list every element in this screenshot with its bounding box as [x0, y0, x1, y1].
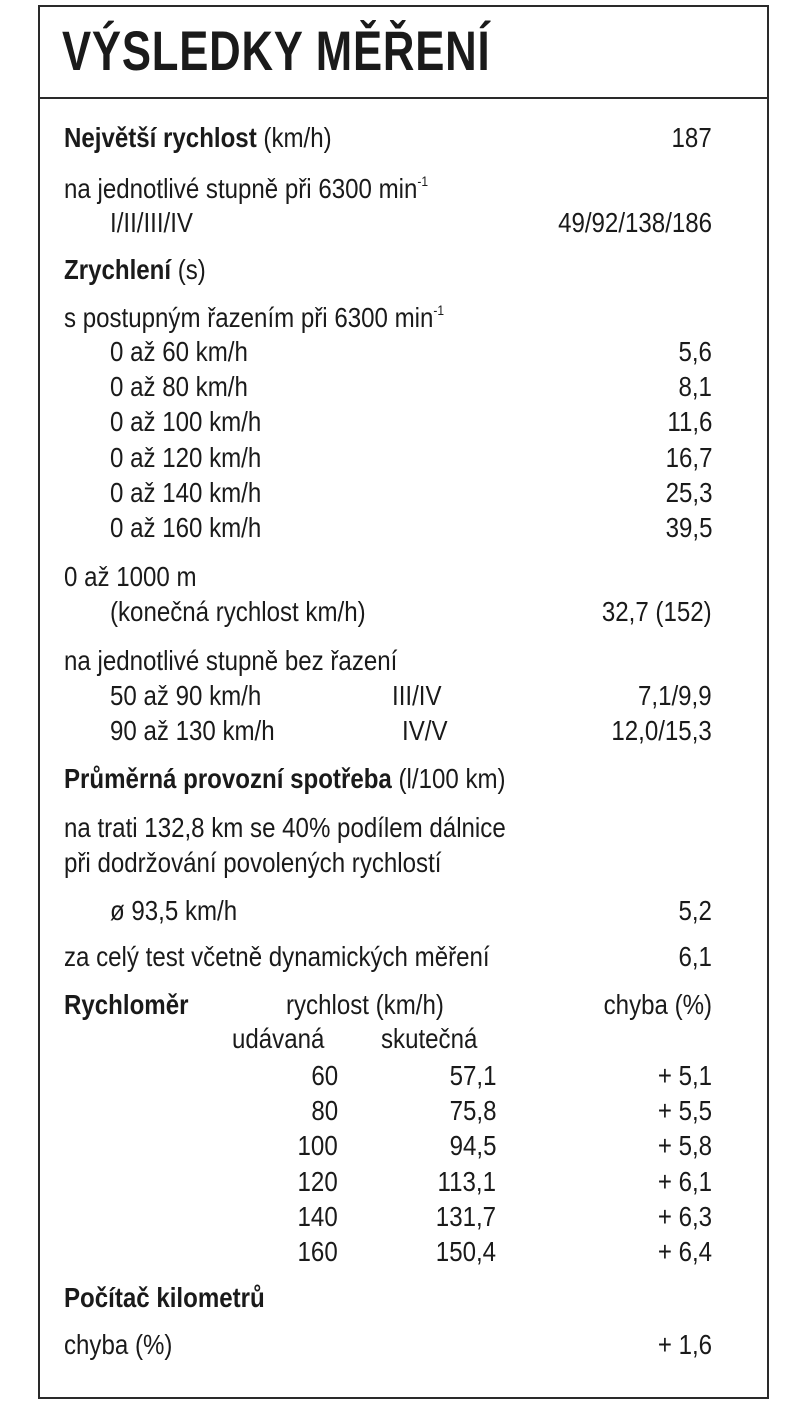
acceleration-row-label: 0 až 140 km/h: [110, 477, 262, 508]
speedometer-error: + 6,3: [657, 1201, 712, 1232]
acceleration-row: [40, 475, 767, 511]
odometer-heading: [40, 1280, 767, 1316]
gear-speeds-value: 49/92/138/186: [558, 207, 712, 238]
acceleration-row-value: 8,1: [678, 371, 712, 402]
speedometer-error: + 5,5: [657, 1095, 712, 1126]
acceleration-row-value: 16,7: [665, 442, 712, 473]
kilometer-value: 32,7 (152): [602, 596, 712, 627]
acceleration-row-value: 39,5: [665, 512, 712, 543]
kilometer-sub-row: [40, 594, 767, 630]
gear-speeds-row: [40, 171, 767, 207]
acceleration-shifting-row: [40, 300, 767, 336]
top-speed-label: Největší rychlost: [64, 122, 257, 153]
speedometer-actual: 94,5: [449, 1130, 496, 1161]
consumption-avg-row: [40, 893, 767, 929]
consumption-route-line1: na trati 132,8 km se 40% podílem dálnice: [64, 812, 506, 843]
consumption-label: Průměrná provozní spotřeba: [64, 763, 392, 794]
acceleration-row: [40, 440, 767, 476]
elasticity-row-label: 50 až 90 km/h: [110, 680, 262, 711]
speedometer-error-header: chyba (%): [603, 989, 712, 1020]
speedometer-actual: 150,4: [435, 1236, 496, 1267]
speedometer-row: [40, 1199, 767, 1235]
consumption-route-row: [40, 845, 767, 881]
elasticity-text: na jednotlivé stupně bez řazení: [64, 645, 398, 676]
elasticity-row-gears: IV/V: [402, 715, 448, 746]
consumption-route-line2: při dodržování povolených rychlostí: [64, 847, 442, 878]
top-speed-value: 187: [671, 122, 712, 153]
speedometer-indicated: 120: [297, 1166, 338, 1197]
acceleration-row-label: 0 až 160 km/h: [110, 512, 262, 543]
consumption-route-row: [40, 810, 767, 846]
speedometer-heading: [40, 987, 767, 1023]
acceleration-row-label: 0 až 100 km/h: [110, 406, 262, 437]
consumption-avg-label: ø 93,5 km/h: [110, 895, 238, 926]
speedometer-indicated: 60: [311, 1060, 338, 1091]
speedometer-actual: 113,1: [437, 1166, 496, 1197]
acceleration-row-label: 0 až 120 km/h: [110, 442, 262, 473]
acceleration-row-value: 5,6: [678, 336, 712, 367]
speedometer-error: + 5,1: [657, 1060, 712, 1091]
acceleration-heading: [40, 252, 767, 288]
speedometer-indicated: 100: [297, 1130, 338, 1161]
elasticity-row: [40, 678, 767, 714]
gear-speeds-values-row: [40, 205, 767, 241]
acceleration-row-value: 11,6: [666, 406, 712, 437]
elasticity-heading: [40, 643, 767, 679]
speedometer-error: + 6,4: [657, 1236, 712, 1267]
gear-speeds-text: na jednotlivé stupně při 6300 min: [64, 173, 418, 204]
consumption-avg-value: 5,2: [678, 895, 712, 926]
odometer-row: [40, 1327, 767, 1363]
speedometer-row: [40, 1128, 767, 1164]
consumption-test-label: za celý test včetně dynamických měření: [64, 941, 490, 972]
acceleration-shifting-sup: -1: [433, 302, 445, 318]
consumption-test-row: [40, 939, 767, 975]
acceleration-row: [40, 510, 767, 546]
acceleration-row: [40, 369, 767, 405]
speedometer-error: + 6,1: [657, 1166, 712, 1197]
acceleration-row: [40, 404, 767, 440]
speedometer-actual: 57,1: [449, 1060, 496, 1091]
acceleration-label: Zrychlení: [64, 254, 172, 285]
speedometer-indicated-header: udávaná: [232, 1023, 325, 1054]
speedometer-label: Rychloměr: [64, 989, 189, 1020]
kilometer-row: [40, 559, 767, 595]
speedometer-row: [40, 1234, 767, 1270]
kilometer-label: 0 až 1000 m: [64, 561, 197, 592]
speedometer-indicated: 80: [311, 1095, 338, 1126]
gear-speeds-sup: -1: [417, 173, 429, 189]
title-bar: [40, 7, 767, 99]
odometer-label: Počítač kilometrů: [64, 1282, 265, 1313]
speedometer-indicated: 160: [297, 1236, 338, 1267]
speedometer-error: + 5,8: [657, 1130, 712, 1161]
acceleration-row-value: 25,3: [665, 477, 712, 508]
speedometer-actual-header: skutečná: [381, 1023, 478, 1054]
odometer-error-label: chyba (%): [64, 1329, 173, 1360]
acceleration-row: [40, 334, 767, 370]
elasticity-row-value: 7,1/9,9: [638, 680, 712, 711]
top-speed-row: [40, 120, 767, 156]
speedometer-row: [40, 1058, 767, 1094]
results-panel: [38, 5, 769, 1399]
acceleration-row-label: 0 až 80 km/h: [110, 371, 248, 402]
elasticity-row-value: 12,0/15,3: [611, 715, 712, 746]
acceleration-shifting-text: s postupným řazením při 6300 min: [64, 302, 434, 333]
speedometer-indicated: 140: [297, 1201, 338, 1232]
odometer-error-value: + 1,6: [657, 1329, 712, 1360]
kilometer-sub-label: (konečná rychlost km/h): [110, 596, 366, 627]
acceleration-unit: (s): [177, 254, 206, 285]
consumption-heading: [40, 761, 767, 797]
consumption-unit: (l/100 km): [398, 763, 506, 794]
elasticity-row-gears: III/IV: [392, 680, 442, 711]
elasticity-row: [40, 713, 767, 749]
speedometer-subheader-row: [40, 1021, 767, 1057]
gear-speeds-gears: I/II/III/IV: [110, 207, 193, 238]
page-title: VÝSLEDKY MĚŘENÍ: [62, 19, 491, 82]
speedometer-row: [40, 1093, 767, 1129]
speedometer-actual: 75,8: [449, 1095, 496, 1126]
speedometer-actual: 131,7: [435, 1201, 496, 1232]
top-speed-unit: (km/h): [263, 122, 332, 153]
speedometer-row: [40, 1164, 767, 1200]
speedometer-speed-header: rychlost (km/h): [286, 989, 444, 1020]
consumption-test-value: 6,1: [678, 941, 712, 972]
elasticity-row-label: 90 až 130 km/h: [110, 715, 275, 746]
acceleration-row-label: 0 až 60 km/h: [110, 336, 248, 367]
